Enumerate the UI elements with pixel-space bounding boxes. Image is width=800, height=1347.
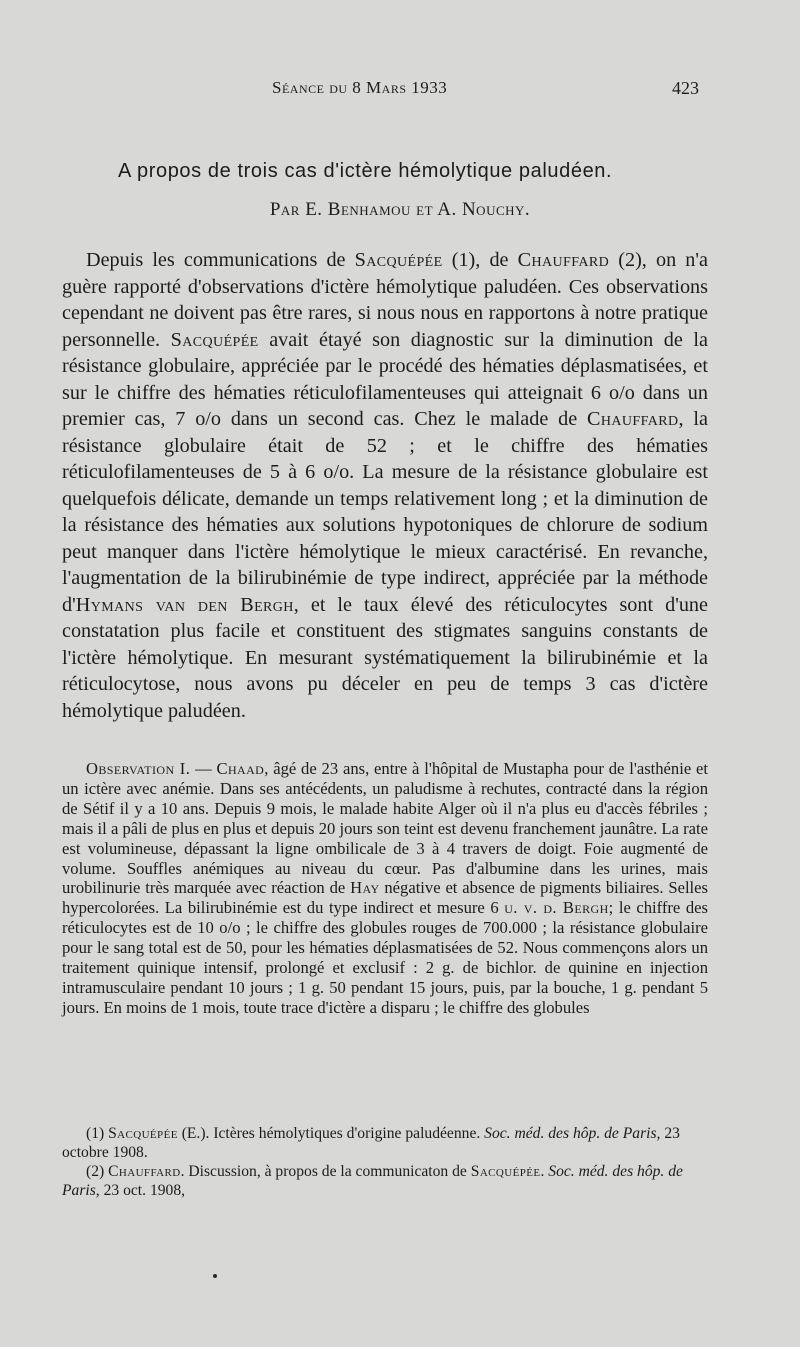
author-name: Sacquépée: [170, 328, 259, 351]
body-paragraph: Depuis les communications de Sacquépée (1), de Chauffard (2), on n'a guère rapporté d'observations d'ictère hémolytique paludéen. Ces observations cependant ne doivent pas être rares, si nous nous en rapportons à notre pratique personnelle. Sacquépée avait étayé son diagnostic sur la diminution de la résistance globulaire, appréciée par le procédé des hématies déplasmatisées, et sur le chiffre des hématies réticulofilamenteuses qui atteignait 6 o/o dans un premier cas, 7 o/o dans un second cas. Chez le malade de Chauffard, la résistance globulaire était de 52 ; et le chiffre des hématies réticulofilamenteuses de 5 à 6 o/o. La mesure de la résistance globulaire est quelquefois délicate, demande un temps relativement long ; et la diminution de la résistance des hématies aux solutions hypotoniques de chlorure de sodium peut manquer dans l'ictère hémolytique le mieux caractérisé. En revanche, l'augmentation de la bilirubinémie de type indirect, appréciée par la méthode d'Hymans van den Bergh, et le taux élevé des réticulocytes sont d'une constatation plus facile et constituent des stigmates sanguins constants de l'ictère hémolytique. En mesurant systématiquement la bilirubinémie et la réticulocytose, nous avons pu déceler en peu de temps 3 cas d'ictère hémolytique paludéen.: [62, 249, 709, 722]
page-header: [0, 78, 800, 102]
running-head: Séance du 8 Mars 1933: [272, 78, 448, 97]
author-name: Sacquépée: [354, 249, 443, 271]
observation-section: [62, 759, 708, 1018]
footnotes: [62, 1125, 708, 1201]
body-text: [62, 247, 708, 724]
author-name: Chauffard: [517, 249, 610, 271]
print-speck: [213, 1274, 217, 1278]
author-name: Hay: [350, 878, 380, 898]
article-byline: Par E. Benhamou et A. Nouchy.: [269, 199, 531, 220]
observation-label: Observation I.: [86, 759, 191, 778]
page-number: 423: [672, 78, 699, 98]
patient-name: Chaad: [216, 759, 265, 778]
article-title: A propos de trois cas d'ictère hémolytique paludéen.: [118, 160, 613, 182]
unit-label: u. v. d. Bergh: [504, 898, 609, 918]
author-name: Hymans van den Bergh: [75, 593, 294, 616]
footnote-2: (2) Chauffard. Discussion, à propos de la communicaton de Sacquépée. Soc. méd. des hôp. de Paris, 23 oct. 1908,: [62, 1163, 683, 1199]
footnote-1: (1) Sacquépée (E.). Ictères hémolytiques d'origine paludéenne. Soc. méd. des hôp. de Paris, 23 octobre 1908.: [62, 1125, 680, 1161]
observation-paragraph: Observation I. — Chaad, âgé de 23 ans, entre à l'hôpital de Mustapha pour de l'asthénie et un ictère avec anémie. Dans ses antécédents, un paludisme à rechutes, contracté dans la région de Sétif il y a 10 ans. Depuis 9 mois, le malade habite Alger où il n'a plus eu d'accès fébriles ; mais il a pâli de plus en plus et depuis 20 jours son teint est devenu franchement jaunâtre. La rate est volumineuse, dépassant la ligne ombilicale de 3 à 4 travers de doigt. Foie augmenté de volume. Souffles anémiques au niveau du cœur. Pas d'albumine dans les urines, mais urobilinurie très marquée avec réaction de Hay négative et absence de pigments biliaires. Selles hypercolorées. La bilirubinémie est du type indirect et mesure 6 u. v. d. Bergh; le chiffre des réticulocytes est de 10 o/o ; le chiffre des globules rouges de 700.000 ; la résistance globulaire pour le sang total est de 50, pour les hématies déplasmatisées de 52. Nous commençons alors un traitement quinique intensif, prolongé et exclusif : 2 g. de bichlor. de quinine en injection intramusculaire pendant 10 jours ; 1 g. 50 pendant 15 jours, puis, par la bouche, 1 g. pendant 5 jours. En moins de 1 mois, toute trace d'ictère a disparu ; le chiffre des globules: [62, 759, 708, 1017]
author-name: Chauffard: [587, 408, 679, 430]
